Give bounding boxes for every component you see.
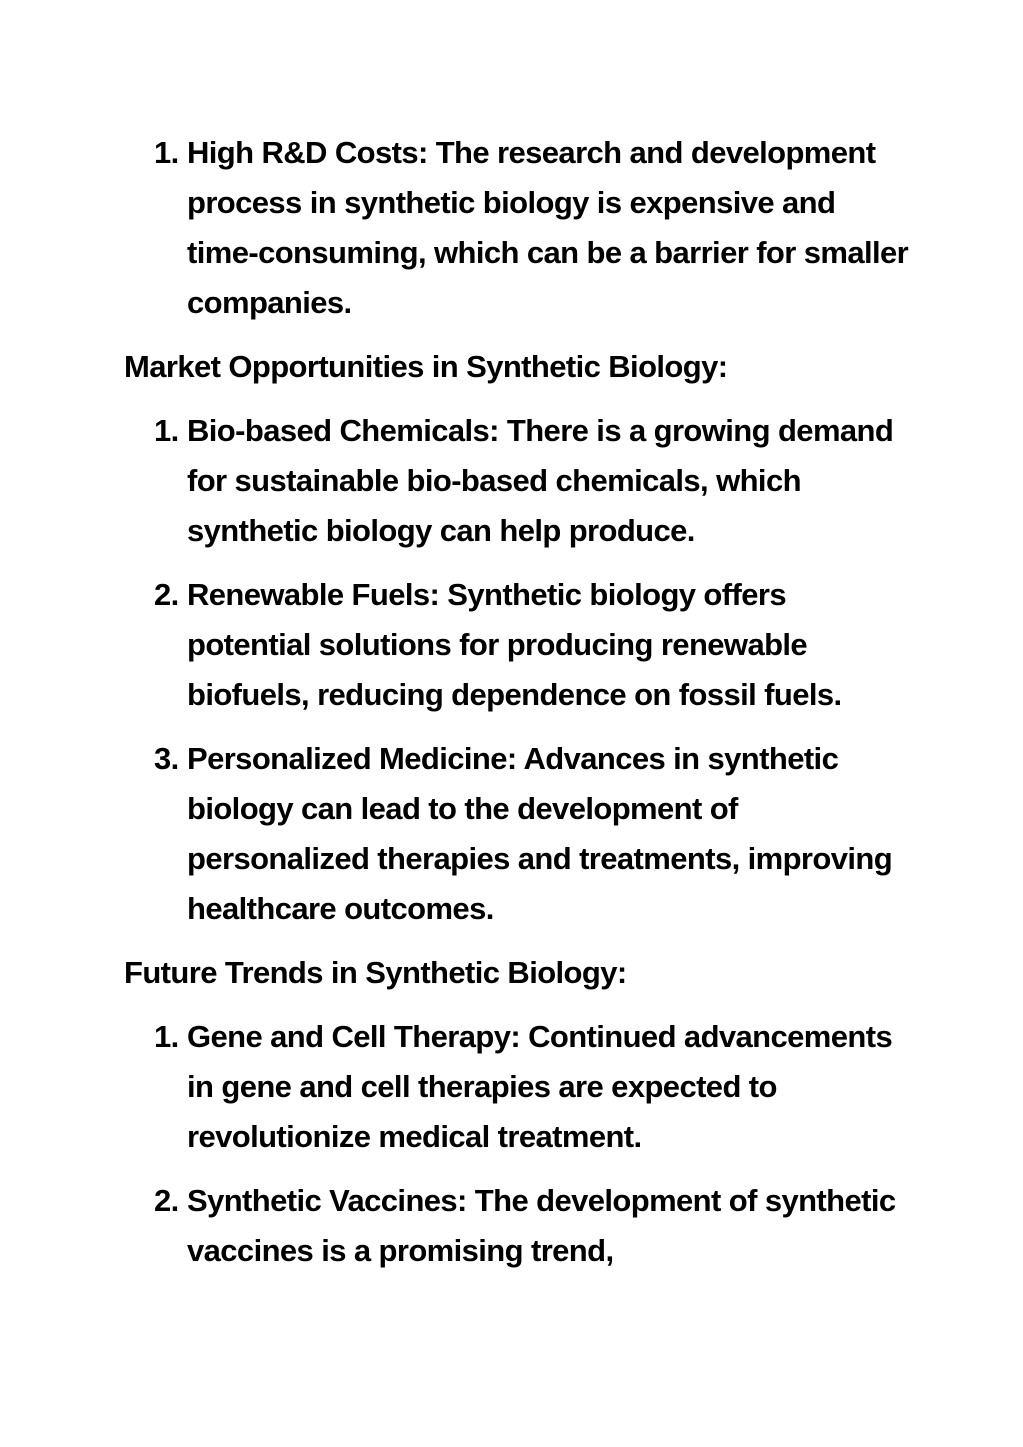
list-item-text: Personalized Medicine: Advances in synthetic biology can lead to the development of personalized therapies and treatments, improving healthcare outcomes. [187, 741, 893, 926]
section-heading-future-trends: Future Trends in Synthetic Biology: [124, 955, 627, 990]
list-item-text: High R&D Costs: The research and development process in synthetic biology is expensive and time-consuming, which can be a barrier for smaller companies. [187, 135, 909, 320]
list-item [124, 1012, 914, 1162]
challenges-list [124, 128, 914, 328]
list-item-text: Renewable Fuels: Synthetic biology offers potential solutions for producing renewable biofuels, reducing dependence on fossil fuels. [187, 577, 842, 712]
list-item [124, 570, 914, 720]
list-item [124, 128, 914, 328]
list-item-text: Synthetic Vaccines: The development of synthetic vaccines is a promising trend, [187, 1183, 896, 1268]
section-heading-market-opportunities: Market Opportunities in Synthetic Biology: [124, 349, 728, 384]
list-item-number: 1. [154, 135, 179, 170]
list-item-number: 1. [154, 1019, 179, 1054]
list-item-number: 2. [154, 1183, 179, 1218]
list-item-text: Bio-based Chemicals: There is a growing demand for sustainable bio-based chemicals, which synthetic biology can help produce. [187, 413, 894, 548]
list-item-number: 2. [154, 577, 179, 612]
list-item [124, 1176, 914, 1276]
document-body [124, 128, 914, 1290]
list-item-number: 1. [154, 413, 179, 448]
list-item [124, 734, 914, 934]
market-opportunities-list [124, 406, 914, 934]
list-item-text: Gene and Cell Therapy: Continued advancements in gene and cell therapies are expected to revolutionize medical treatment. [187, 1019, 893, 1154]
list-item [124, 406, 914, 556]
list-item-number: 3. [154, 741, 179, 776]
future-trends-list [124, 1012, 914, 1276]
